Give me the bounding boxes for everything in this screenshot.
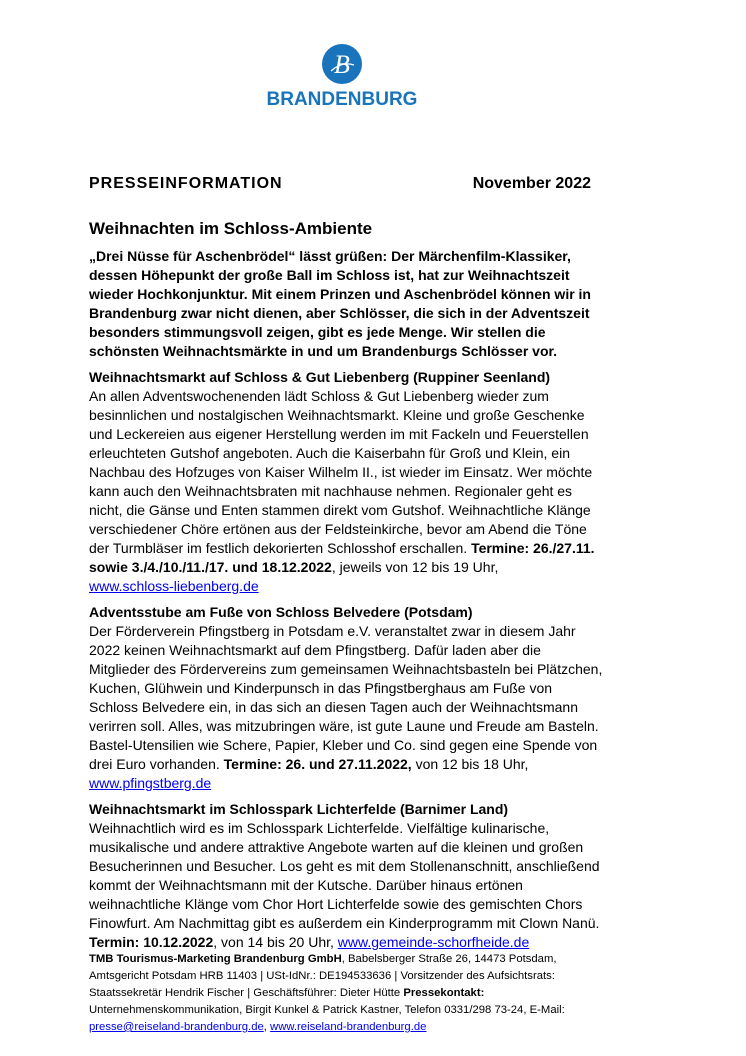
article-body	[89, 247, 609, 959]
bold-text: TMB Tourismus-Marketing Brandenburg GmbH	[89, 953, 342, 965]
text-line	[89, 463, 609, 482]
text: Bastel-Utensilien wie Schere, Papier, Kleber und Co. sind gegen eine Spende von	[89, 737, 598, 753]
text: 2022 keinen Weihnachtsmarkt auf dem Pfingstberg. Dafür laden aber die	[89, 642, 541, 658]
text-line	[89, 482, 609, 501]
bold-text: Termine: 26./27.11.	[471, 540, 595, 556]
bold-text: Termin: 10.12.2022	[89, 934, 214, 950]
bold-text: schönsten Weihnachtsmärkte in und um Brandenburgs Schlösser vor.	[89, 343, 558, 359]
text: Kuchen, Glühwein und Kinderpunsch in das Pfingstberghaus am Fuße von	[89, 680, 553, 696]
bold-text: Pressekontakt:	[403, 987, 485, 999]
text: Schloss Belvedere ein, in das sich an diesen Tagen auch der Weihnachtsmann	[89, 699, 579, 715]
text-line	[89, 539, 609, 558]
footer-imprint	[89, 951, 609, 1036]
text-line	[89, 342, 609, 361]
bold-text: Termine: 26. und 27.11.2022,	[223, 756, 412, 772]
text-line	[89, 717, 609, 736]
text: Weihnachtlich wird es im Schlosspark Lichterfelde. Vielfältige kulinarische,	[89, 820, 550, 836]
website-link[interactable]: www.reiseland-brandenburg.de	[270, 1021, 427, 1033]
text-line	[89, 622, 609, 641]
text: kommt der Weihnachtsmann mit der Kutsche. Darüber hinaus ertönen	[89, 877, 523, 893]
text-line	[89, 1002, 609, 1019]
text: , von 14 bis 20 Uhr,	[213, 934, 338, 950]
text: Besucherinnen und Besucher. Los geht es mit dem Stollenanschnitt, anschließend	[89, 858, 600, 874]
section-paragraph	[89, 603, 609, 793]
text-line	[89, 387, 609, 406]
text: An allen Adventswochenenden lädt Schloss & Gut Liebenberg wieder zum	[89, 388, 549, 404]
text-line	[89, 444, 609, 463]
text: erleuchteten Gutshof angeboten. Auch die Kaiserbahn für Groß und Klein, ein	[89, 445, 570, 461]
text: verschiedener Chöre ertönen aus der Feldsteinkirche, bevor am Abend die Töne	[89, 521, 587, 537]
text-line	[89, 406, 609, 425]
text-line	[89, 679, 609, 698]
text: Mitglieder des Fördervereins zum gemeinsamen Weihnachtsbasteln bei Plätzchen,	[89, 661, 603, 677]
section-paragraph	[89, 368, 609, 596]
document-date: November 2022	[472, 175, 591, 192]
text-line	[89, 501, 609, 520]
text-line	[89, 876, 609, 895]
text: der Turmbläser im festlich dekorierten Schlosshof erschallen.	[89, 540, 472, 556]
text: verirren soll. Alles, was mitzubringen wäre, ist gute Laune und Freude am Basteln.	[89, 718, 599, 734]
text: weihnachtliche Klänge vom Chor Hort Lichterfelde sowie des gemischten Chors	[89, 896, 583, 912]
text-line	[89, 755, 609, 774]
bold-text: dessen Höhepunkt der große Ball im Schloss ist, hat zur Weihnachtszeit	[89, 267, 570, 283]
text: Amtsgericht Potsdam HRB 11403 | USt-IdNr.: DE194533636 | Vorsitzender des Aufsichtsrats:	[89, 970, 555, 982]
bold-text: Brandenburg zwar nicht dienen, aber Schlösser, die sich in der Adventszeit	[89, 305, 590, 321]
text-line	[89, 558, 609, 577]
website-link[interactable]: www.gemeinde-schorfheide.de	[337, 934, 530, 950]
bold-text: „Drei Nüsse für Aschenbrödel“ lässt grüßen: Der Märchenfilm-Klassiker,	[89, 248, 571, 264]
text-line	[89, 285, 609, 304]
text-line	[89, 247, 609, 266]
text: Finowfurt. Am Nachmittag gibt es außerdem ein Kinderprogramm mit Clown Nanü.	[89, 915, 600, 931]
svg-text:B: B	[334, 50, 350, 79]
text-line	[89, 425, 609, 444]
website-link[interactable]: www.pfingstberg.de	[89, 775, 212, 791]
bold-text: Weihnachtsmarkt im Schlosspark Lichterfelde (Barnimer Land)	[89, 801, 509, 817]
text-line	[89, 838, 609, 857]
bold-text: Adventsstube am Fuße von Schloss Belvedere (Potsdam)	[89, 604, 473, 620]
text: , Babelsberger Straße 26, 14473 Potsdam,	[341, 953, 557, 965]
website-link[interactable]: presse@reiseland-brandenburg.de	[89, 1021, 264, 1033]
text: Nachbau des Hofzuges von Kaiser Wilhelm II., ist wieder im Einsatz. Wer möchte	[89, 464, 593, 480]
brandenburg-logo	[262, 44, 422, 111]
text: , jeweils von 12 bis 19 Uhr,	[331, 559, 499, 575]
text-line	[89, 800, 609, 819]
text-line	[89, 577, 609, 596]
document-type: PRESSEINFORMATION	[89, 175, 283, 192]
text-line	[89, 698, 609, 717]
lead-paragraph	[89, 247, 609, 361]
text: von 12 bis 18 Uhr,	[411, 756, 529, 772]
text: nicht, die Gänse und Enten stammen direkt vom Gutshof. Weihnachtliche Klänge	[89, 502, 591, 518]
text-line	[89, 323, 609, 342]
text: Staatssekretär Hendrik Fischer | Geschäftsführer: Dieter Hütte	[89, 987, 404, 999]
text-line	[89, 968, 609, 985]
text-line	[89, 985, 609, 1002]
section-paragraph	[89, 800, 609, 952]
text: kann auch den Weihnachtsbraten mit nachhause nehmen. Regionaler geht es	[89, 483, 573, 499]
text: Unternehmenskommunikation, Birgit Kunkel & Patrick Kastner, Telefon 0331/298 73-24, E-Mail:	[89, 1004, 565, 1016]
text-line	[89, 266, 609, 285]
text-line	[89, 603, 609, 622]
bold-text: besonders stimmungsvoll zeigen, gibt es jede Menge. Wir stellen die	[89, 324, 546, 340]
text: drei Euro vorhanden.	[89, 756, 224, 772]
text: und Leckereien aus eigener Herstellung werden im mit Fackeln und Feuerstellen	[89, 426, 589, 442]
text: musikalische und andere attraktive Angebote warten auf die kleinen und großen	[89, 839, 584, 855]
text-line	[89, 951, 609, 968]
text-line	[89, 914, 609, 933]
text-line	[89, 895, 609, 914]
text-line	[89, 304, 609, 323]
text: Der Förderverein Pfingstberg in Potsdam e.V. veranstaltet zwar in diesem Jahr	[89, 623, 576, 639]
text: besinnlichen und nostalgischen Weihnachtsmarkt. Kleine und große Geschenke	[89, 407, 585, 423]
text-line	[89, 660, 609, 679]
bold-text: Weihnachtsmarkt auf Schloss & Gut Liebenberg (Ruppiner Seenland)	[89, 369, 551, 385]
text-line	[89, 819, 609, 838]
bold-text: wieder Hochkonjunktur. Mit einem Prinzen und Aschenbrödel können wir in	[89, 286, 591, 302]
text-line	[89, 736, 609, 755]
text-line	[89, 520, 609, 539]
document-header	[89, 175, 591, 193]
text: ,	[263, 1021, 271, 1033]
text-line	[89, 933, 609, 952]
logo-wordmark: BRANDENBURG	[266, 89, 418, 110]
text-line	[89, 774, 609, 793]
text-line	[89, 368, 609, 387]
text-line	[89, 1019, 609, 1036]
text-line	[89, 641, 609, 660]
website-link[interactable]: www.schloss-liebenberg.de	[89, 578, 259, 594]
logo-mark-icon	[322, 44, 362, 84]
text-line	[89, 857, 609, 876]
page-title: Weihnachten im Schloss-Ambiente	[89, 219, 373, 238]
bold-text: sowie 3./4./10./11./17. und 18.12.2022	[89, 559, 332, 575]
